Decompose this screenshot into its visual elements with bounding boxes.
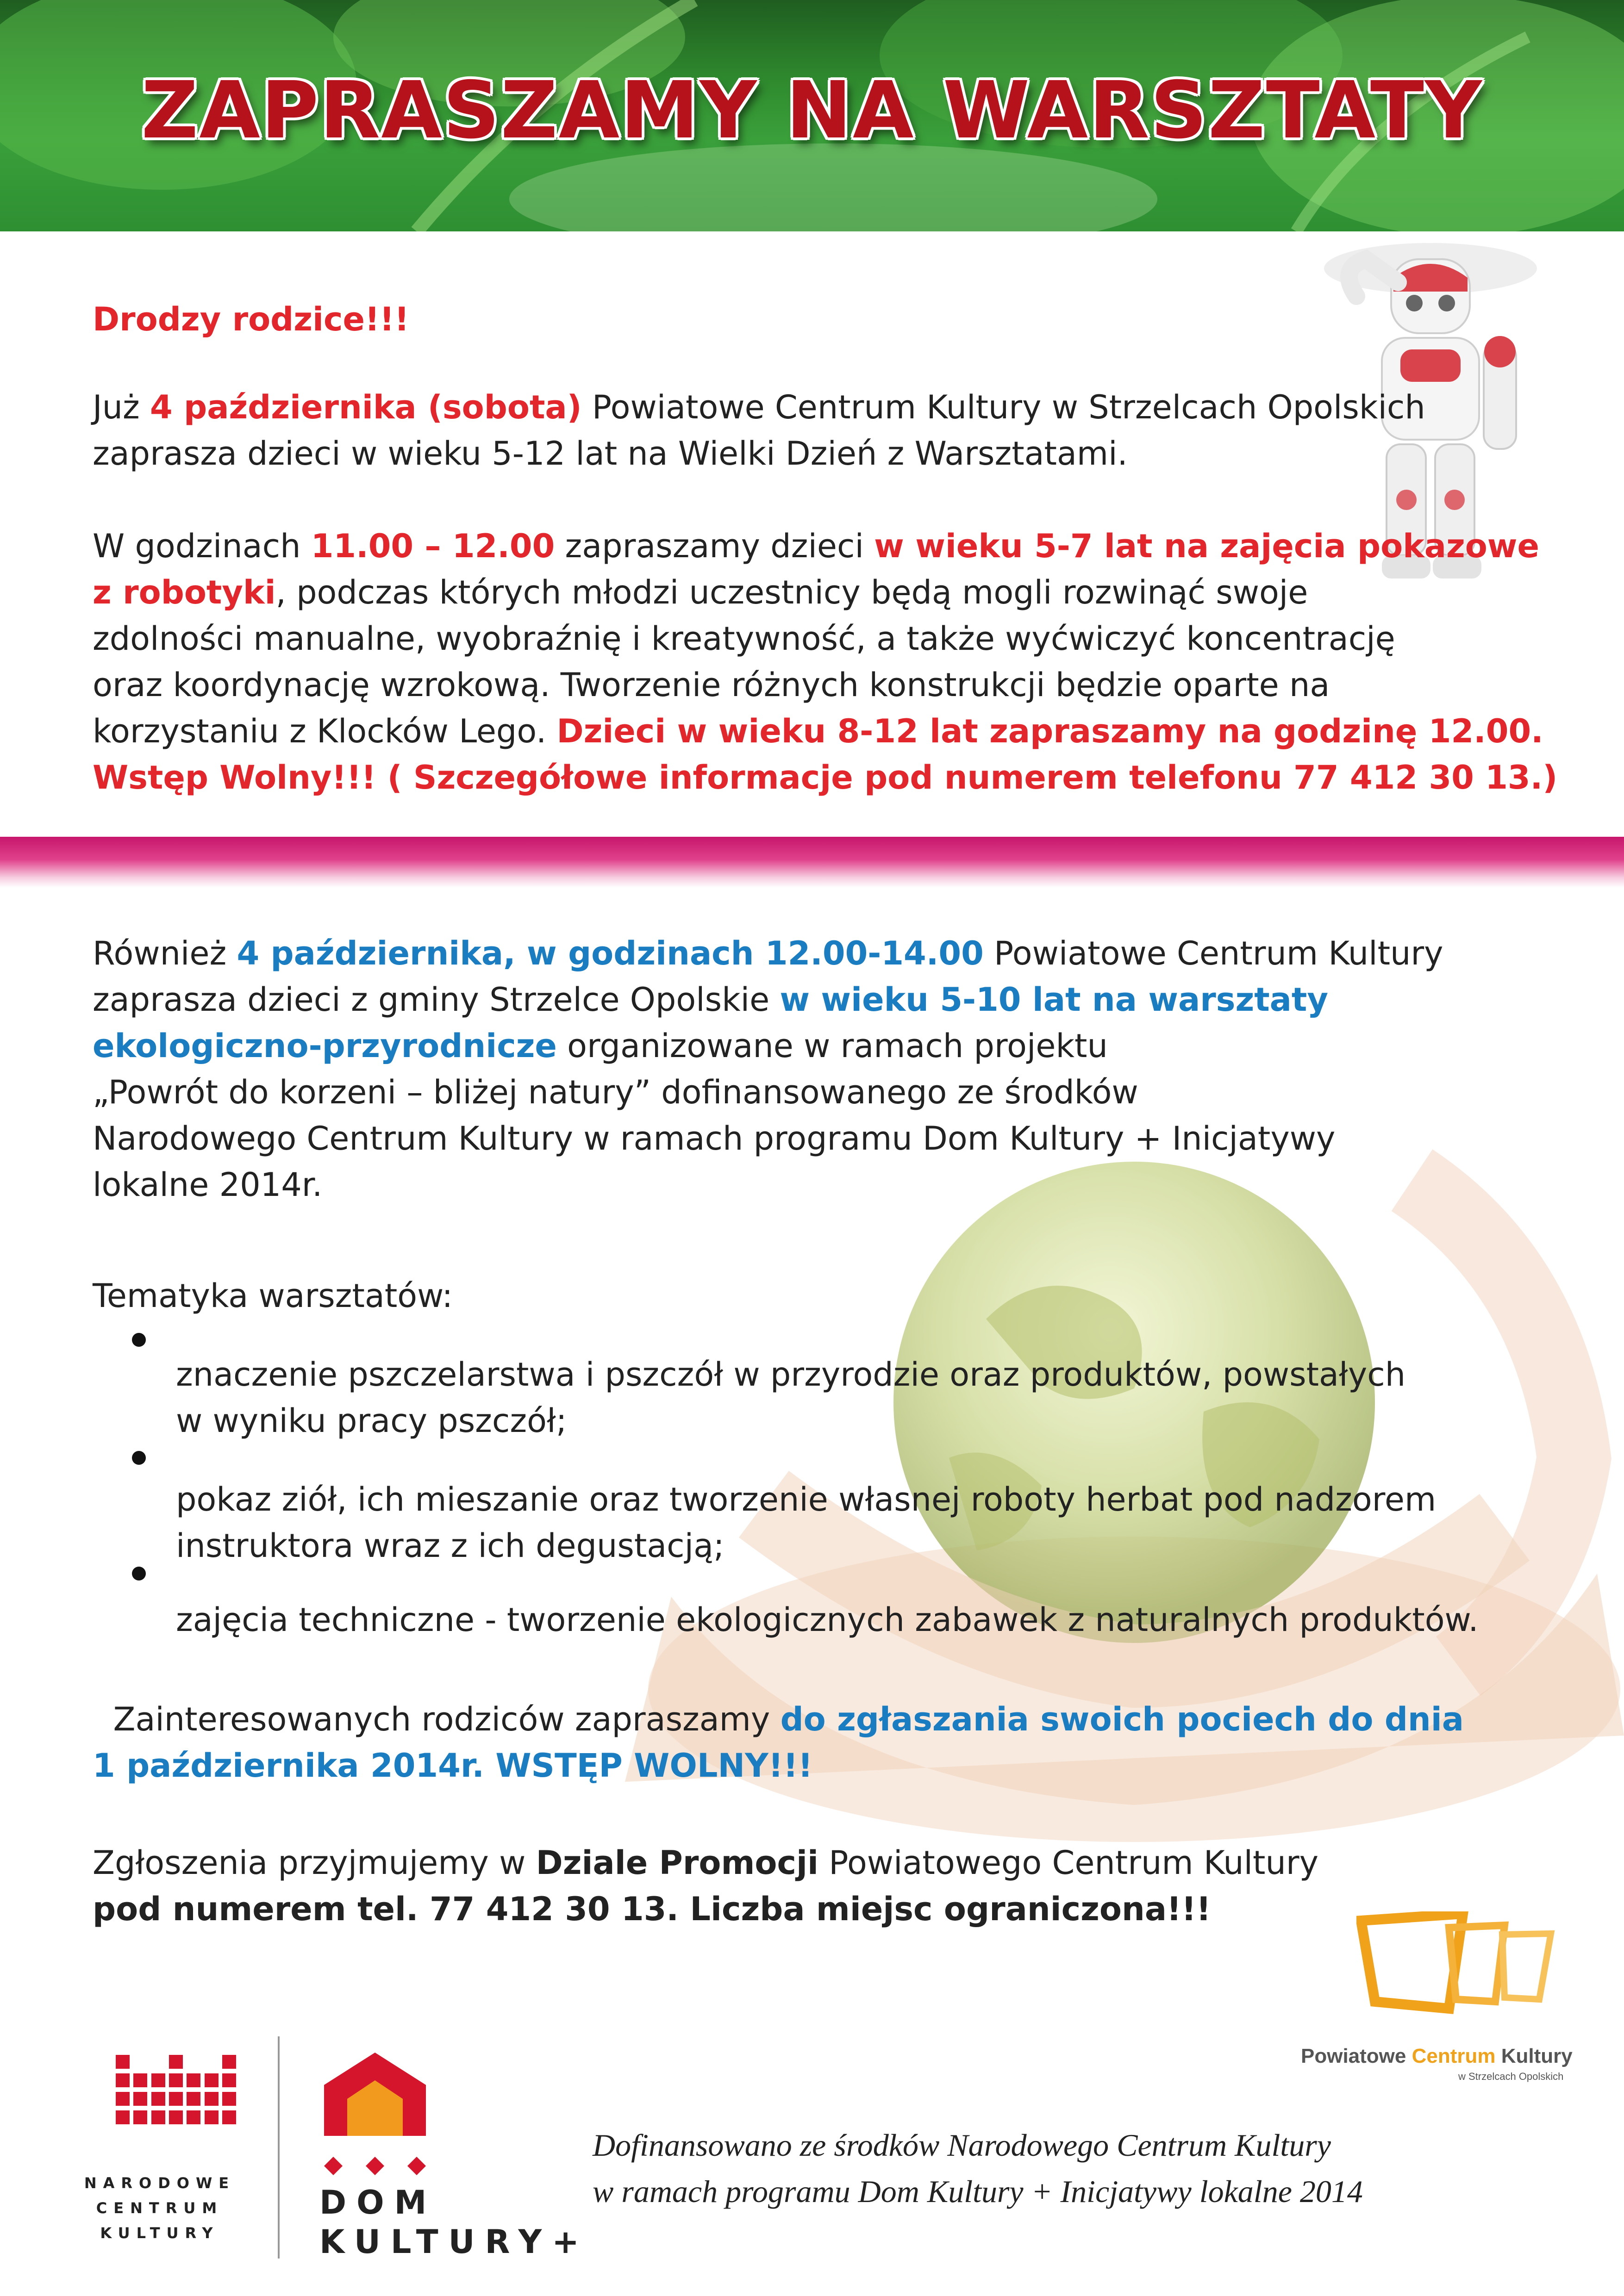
topics-label: Tematyka warsztatów: (93, 1277, 453, 1315)
topic-3-line1: zajęcia techniczne - tworzenie ekologicznych zabawek z naturalnych produktów. (176, 1601, 1479, 1639)
dk-logo-text-1: DOM (319, 2184, 437, 2221)
section2-p1-line2 (93, 977, 1328, 1023)
text-run: Zainteresowanych rodziców zapraszamy (93, 1700, 781, 1738)
topic-1-line2: w wyniku pracy pszczół; (176, 1402, 567, 1440)
bullet-icon (132, 1451, 146, 1465)
text-run: Powiatowe Centrum Kultury w Strzelcach Opolskich (581, 388, 1425, 426)
section2-p1-line4: „Powrót do korzeni – bliżej natury” dofinansowanego ze środków (93, 1073, 1138, 1111)
pck-logo-icon (1356, 1911, 1555, 2018)
robotics-highlight: z robotyki (93, 573, 276, 611)
deadline-highlight: do zgłaszania swoich pociech do dnia (780, 1700, 1464, 1738)
topic-1-line1: znaczenie pszczelarstwa i pszczół w przyrodzie oraz produktów, powstałych (176, 1356, 1406, 1394)
topic-2-line2: instruktora wraz z ich degustacją; (176, 1527, 725, 1565)
section2-p1-line3 (93, 1023, 1108, 1069)
footer-divider (278, 2036, 280, 2259)
older-kids-highlight: Dzieci w wieku 8-12 lat zapraszamy na godzinę 12.00. (556, 712, 1543, 750)
time-highlight: 11.00 – 12.00 (311, 527, 555, 565)
divider-bar (0, 837, 1624, 888)
bullet-icon (132, 1333, 146, 1347)
section1-p2-line4: oraz koordynację wzrokową. Tworzenie różnych konstrukcji będzie oparte na (93, 666, 1330, 704)
section2-p1-line6: lokalne 2014r. (93, 1166, 323, 1204)
text-run: Powiatowego Centrum Kultury (818, 1844, 1319, 1882)
section1-p1-line1 (93, 384, 1425, 430)
nck-logo-text-2: CENTRUM (96, 2199, 224, 2217)
section1-p1-line2: zaprasza dzieci w wieku 5-12 lat na Wielki Dzień z Warsztatami. (93, 435, 1128, 473)
page-title: ZAPRASZAMY NA WARSZTATY (141, 65, 1483, 156)
nck-logo-text-1: NARODOWE (84, 2174, 236, 2192)
section2-p1-line1 (93, 930, 1443, 977)
diamonds-icon (319, 2154, 431, 2178)
dom-kultury-logo-icon (315, 2043, 435, 2150)
section1-p2-line5 (93, 708, 1543, 754)
text-run: Powiatowe (1301, 2045, 1412, 2067)
invite-line1 (93, 1696, 1464, 1742)
contact-line1 (93, 1840, 1318, 1886)
text-run: zaprasza dzieci z gminy Strzelce Opolskie (93, 981, 780, 1019)
greeting: Drodzy rodzice!!! (93, 300, 409, 338)
text-run: W godzinach (93, 527, 311, 565)
eco-highlight: ekologiczno-przyrodnicze (93, 1027, 557, 1065)
text-run: Kultury (1495, 2045, 1573, 2067)
text-run: Centrum (1412, 2045, 1496, 2067)
funding-line-1: Dofinansowano ze środków Narodowego Centrum Kultury (593, 2128, 1331, 2163)
contact-line2: pod numerem tel. 77 412 30 13. Liczba miejsc ograniczona!!! (93, 1890, 1211, 1928)
text-run: Już (93, 388, 150, 426)
age-highlight: w wieku 5-10 lat na warsztaty (780, 981, 1328, 1019)
text-run: korzystaniu z Klocków Lego. (93, 712, 557, 750)
text-run: Również (93, 934, 237, 972)
invite-line2: 1 października 2014r. WSTĘP WOLNY!!! (93, 1747, 813, 1785)
text-run: organizowane w ramach projektu (556, 1027, 1108, 1065)
dk-logo-text-2: KULTURY+ (319, 2223, 589, 2261)
date-time-highlight: 4 października, w godzinach 12.00-14.00 (237, 934, 984, 972)
age-highlight: w wieku 5-7 lat na zajęcia pokazowe (874, 527, 1539, 565)
bullet-icon (132, 1567, 146, 1580)
topic-2-line1: pokaz ziół, ich mieszanie oraz tworzenie własnej roboty herbat pod nadzorem (176, 1481, 1437, 1518)
funding-note (593, 2122, 1363, 2215)
funding-line-2: w ramach programu Dom Kultury + Inicjatywy lokalne 2014 (593, 2174, 1363, 2209)
text-run: , podczas których młodzi uczestnicy będą mogli rozwinąć swoje (275, 573, 1308, 611)
date-highlight: 4 października (sobota) (150, 388, 582, 426)
pck-logo-sub: w Strzelcach Opolskich (1458, 2071, 1564, 2082)
header-banner (0, 0, 1624, 231)
text-run: Powiatowe Centrum Kultury (983, 934, 1443, 972)
text-run: zapraszamy dzieci (555, 527, 874, 565)
nck-logo-icon (116, 2055, 236, 2138)
section2-p1-line5: Narodowego Centrum Kultury w ramach programu Dom Kultury + Inicjatywy (93, 1120, 1336, 1157)
nck-logo-text-3: KULTURY (100, 2224, 219, 2242)
pck-logo-name (1301, 2045, 1573, 2068)
section1-p2-line3: zdolności manualne, wyobraźnię i kreatywność, a także wyćwiczyć koncentrację (93, 620, 1395, 658)
text-run: Zgłoszenia przyjmujemy w (93, 1844, 536, 1882)
section1-p2-line2 (93, 569, 1308, 616)
section1-p2-line1 (93, 523, 1539, 569)
promo-dept: Dziale Promocji (536, 1844, 818, 1882)
free-entry-line: Wstęp Wolny!!! ( Szczegółowe informacje pod numerem telefonu 77 412 30 13.) (93, 759, 1558, 796)
